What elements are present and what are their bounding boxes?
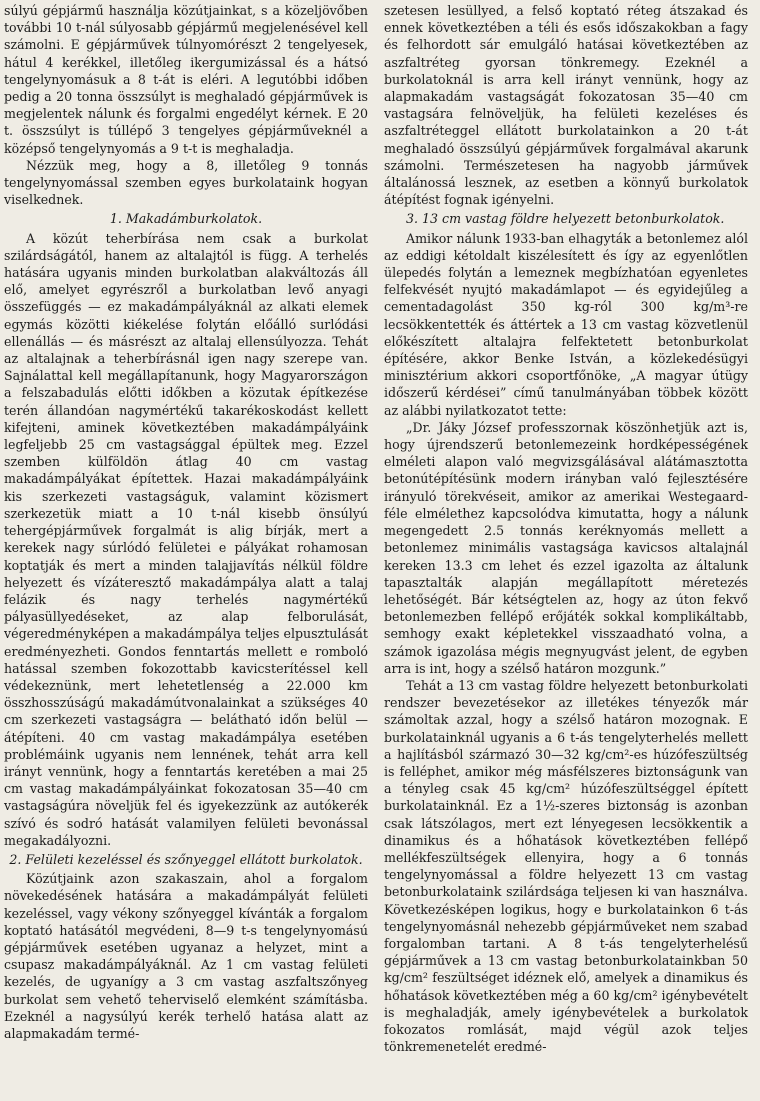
paragraph: súlyú gépjármű használja közútjainkat, s a közeljövőben további 10 t-nál súlyosabb gépjármű megjelenésével kell számolni. E gépjárművek túlnyomórészt 2 tengelyesek, hátul 4 kerékkel, illetőleg ikergumizással és a hátsó tengelynyomásuk a 8 t-át is eléri. A legutóbbi időben pedig a 20 tonna összsúlyt is meghaladó gépjárművek is megjelentek nálunk és forgalmi engedélyt kérnek. E 20 t. összsúlyt is túllépő 3 tengelyes gépjárműveknél a középső tengelynyomás a 9 t-t is meghaladja. bbox=[4, 3, 368, 156]
paragraph: Nézzük meg, hogy a 8, illetőleg 9 tonnás tengelynyomással szemben egyes burkolataink hogyan viselkednek. bbox=[4, 157, 368, 208]
quotation: „Dr. Jáky József professzornak köszönhetjük azt is, hogy újrendszerű betonlemezeink hordképességének elméleti alapon való megvizsgálásával alátámasztotta betonútépítésünk modern irányban való fejlesztésére irányuló törekvéseit, amikor az amerikai Westegaard-féle elmélethez kapcsolódva kimutatta, hogy a nálunk megengedett 2.5 tonnás keréknyomás mellett a betonlemez minimális vastagsága kavicsos altalajnál kereken 13.3 cm lehet és ezzel igazolta az általunk tapasztalták alapján megállapított méretezés lehetőségét. Bár kétségtelen az, hogy az úton fekvő betonlemezben fellépő erőjáték sokkal komplikáltabb, semhogy exakt képletekkel visszaadható volna, a számok igazolása mégis megnyugvást jelent, de egyben arra is int, hogy a szélső határon mozgunk.” bbox=[384, 419, 748, 676]
section-heading: 2. Felületi kezeléssel és szőnyeggel ellátott burkolatok. bbox=[9, 851, 363, 867]
paragraph: A közút teherbírása nem csak a burkolat szilárdságától, hanem az altalajtól is függ. A terhelés hatására ugyanis minden burkolatban alakváltozás áll elő, amelyet egyrészről a burkolatban levő anyagi összefüggés — ez makadámpályáknál az alkati elemek egymás közötti kiékelése folytán előálló surlódási ellenállás — és másrészt az altalaj ellensúlyozza. Tehát az altalajnak a teherbírásnál igen nagy szerepe van. Sajnálattal kell megállapítanunk, hogy Magyarországon a felszabadulás előtti időkben a közutak építkezése terén állandóan nagymértékű takarékoskodást kellett kifejteni, aminek következtében makadámpályáink legfeljebb 25 cm vastagsággal épültek meg. Ezzel szemben külföldön átlag 40 cm vastag makadámpályákat építettek. Hazai makadámpályáink kis szerkezeti vastagságuk, valamint közismert szerkezetük miatt a 10 t-nál kisebb önsúlyú tehergépjárművek forgalmát is alig bírják, mert a kerekek nagy súrlódó felületei e pályákat rohamosan koptatják és mert a minden talajjavítás nélkül földre helyezett és vízáteresztő makadámpálya alatt a talaj felázik és nagy terhelés nagymértékű pályasüllyedéseket, az alap felborulását, végeredményképen a makadámpálya teljes elpusztulását eredményezheti. Gondos fenntartás mellett e romboló hatással szemben fokozottabb kavicsterítéssel kell védekeznünk, mert lehetetlenség a 22.000 km összhosszúságú makadámútvonalainkat a szükséges 40 cm szerkezeti vastagságra — belátható időn belül — átépíteni. 40 cm vastag makadámpálya esetében problémáink ugyanis nem lennének, tehát arra kell irányt vennünk, hogy a fenntartás keretében a mai 25 cm vastag makadámpályáinkat fokozatosan 35—40 cm vastagságúra növeljük fel és igyekezzünk az autókerék szívó és sodró hatását valamilyen felületi bevonással megakadályozni. bbox=[4, 230, 368, 848]
section-heading: 1. Makadámburkolatok. bbox=[109, 211, 263, 227]
paragraph: szetesen lesüllyed, a felső koptató réteg átszakad és ennek következtében a téli és esős időszakokban a fagy és felhordott sár emulgáló hatásai következtében az aszfaltréteg gyorsan tönkremegy. Ezeknél a burkolatoknál is arra kell irányt vennünk, hogy az alapmakadám vastagságát fokozatosan 35—40 cm vastagsára felnöveljük, ha felületi kezeléses és aszfaltréteggel ellátott burkolatainkon a 20 t-át meghaladó összsúlyú gépjárművek forgalmával akarunk számolni. Természetesen ha nagyobb járművek általánossá lesznek, az esetben a könnyű burkolatok átépítést fognak igényelni. bbox=[384, 3, 748, 208]
paragraph: Tehát a 13 cm vastag földre helyezett betonburkolati rendszer bevezetésekor az illetékes tényezők már számoltak azzal, hogy a szélső határon mozognak. E burkolatainknál ugyanis a 6 t-ás tengelyterhelés mellett a hajlításból származó 30—32 kg/cm²-es húzófeszültség is felléphet, amikor még másfélszeres biztonságunk van a tényleg csak 45 kg/cm² húzófeszültséggel épített burkolatainknál. Ez a 1½-szeres biztonság is azonban csak látszólagos, mert ezt lényegesen lecsökkentik a dinamikus és a hőhatások következtében fellépő mellékfeszültségek ellenyira, hogy a 6 tonnás tengelynyomással a földre helyezett 13 cm vastag betonburkolataink szilárdsága teljesen ki van használva. Következésképen logikus, hogy e burkolatainkon 6 t-ás tengelynyomásnál nehezebb gépjárműveket nem szabad forgalomban tartani. A 8 t-ás tengelyterhelésű gépjárművek a 13 cm vastag betonburkolatainkban 50 kg/cm² feszültséget idéznek elő, amelyek a dinamikus és hőhatások következtében még a 60 kg/cm² igénybevételt is meghaladják, amely igénybevételek a burkolatok fokozatos romlását, majd végül azok teljes tönkremenetelét eredmé- bbox=[384, 677, 748, 1055]
paragraph: Közútjaink azon szakaszain, ahol a forgalom növekedésének hatására a makadámpályát felületi kezeléssel, vagy vékony szőnyeggel kívánták a forgalom koptató hatásától megvédeni, 8—9 t-s tengelynyomású gépjárművek esetében ugyanaz a helyzet, mint a csupasz makadámpályáknál. Az 1 cm vastag felületi kezelés, de ugyanígy a 3 cm vastag aszfaltszőnyeg burkolat sem vehető teherviselő elemként számításba. Ezeknél a nagysúlyú kerék terhelő hatása alatt az alapmakadám termé- bbox=[4, 871, 368, 1041]
left-column bbox=[4, 2, 376, 1101]
right-column bbox=[376, 2, 748, 1101]
section-heading: 3. 13 cm vastag földre helyezett betonburkolatok. bbox=[406, 211, 725, 227]
paragraph: Amikor nálunk 1933-ban elhagyták a betonlemez alól az eddigi kétoldalt kiszélesített és így az egyenlőtlen ülepedés folytán a lemeznek megbízhatóan egyenletes felfekvését nyujtó makadámlapot — és egyidejűleg a cementadagolást 350 kg-ról 300 kg/m³-re lecsökkentették és áttértek a 13 cm vastag közvetlenül előkészített altalajra felfektetett betonburkolat építésére, akkor Benke István, a közlekedésügyi minisztérium akkori csoportfőnöke, „A magyar útügy időszerű kérdései” című tanulmányában többek között az alábbi nyilatkozatot tette: bbox=[384, 230, 748, 418]
